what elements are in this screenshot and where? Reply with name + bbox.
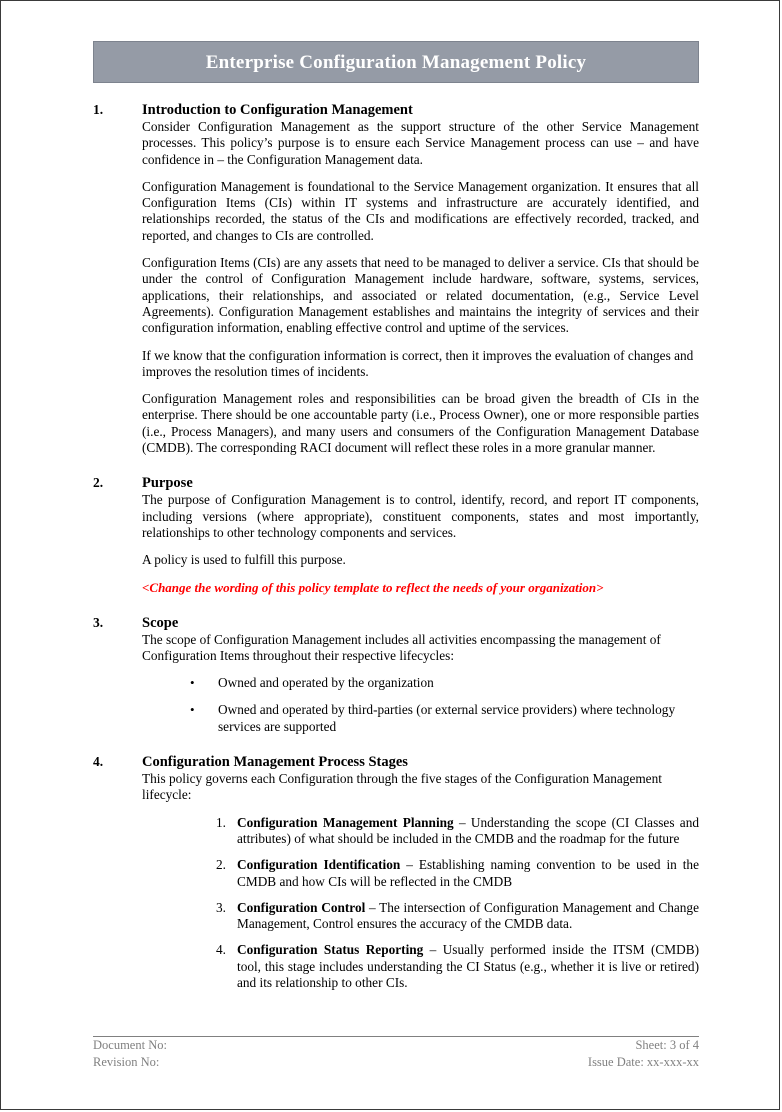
process-stage-list — [142, 815, 699, 992]
section-number: 2. — [93, 475, 104, 491]
section-heading — [93, 102, 699, 119]
document-title-banner — [93, 41, 699, 83]
section-title: Scope — [142, 614, 179, 631]
template-edit-note: <Change the wording of this policy template to reflect the needs of your organization> — [142, 579, 604, 595]
section-number: 4. — [93, 754, 104, 770]
section-number: 3. — [93, 614, 104, 630]
sheet-number: Sheet: 3 of 4 — [635, 1038, 699, 1052]
section-body — [142, 771, 699, 991]
document-no-label: Document No: — [93, 1038, 167, 1052]
scope-bullet-list — [142, 675, 699, 735]
section-number: 1. — [93, 102, 104, 117]
bullet-icon: • — [190, 675, 195, 691]
paragraph: Configuration Items (CIs) are any assets that need to be managed to deliver a service. CIs that should be under the control of Configuration Management include hardware, software, systems, services, applications, their relationships, and associated or related documentation, (e.g., Service Level Agreements). Configuration Management establishes and maintains the integrity of services and their configuration information, enabling effective control and uptime of the services. — [142, 255, 699, 336]
list-item-number: 4. — [216, 942, 226, 958]
list-item-text: Owned and operated by third-parties (or external service providers) where technology services are supported — [218, 702, 676, 734]
list-item — [142, 815, 699, 848]
list-item — [142, 942, 699, 991]
issue-date: Issue Date: xx-xxx-xx — [587, 1055, 699, 1069]
list-item-lead: Configuration Status Reporting — [237, 942, 424, 958]
section-heading — [93, 475, 699, 492]
section-title: Configuration Management Process Stages — [142, 754, 408, 771]
paragraph: Consider Configuration Management as the support structure of the other Service Management processes. This policy’s purpose is to ensure each Service Management process can use – and have confidence in – the Configuration Management data. — [142, 119, 699, 167]
list-item-text: Owned and operated by the organization — [218, 675, 434, 691]
section-scope — [93, 615, 699, 735]
section-introduction — [93, 102, 699, 456]
list-item-lead: Configuration Identification — [237, 857, 401, 873]
list-item — [142, 675, 699, 691]
list-item-text: – Understanding the scope (CI Classes and attributes) of what should be included in the CMDB and the roadmap for the future — [237, 814, 699, 846]
list-item-lead: Configuration Management Planning — [237, 814, 454, 830]
paragraph: The scope of Configuration Management includes all activities encompassing the management of Configuration Items throughout their respective lifecycles: — [142, 631, 661, 663]
paragraph: A policy is used to fulfill this purpose. — [142, 552, 346, 568]
list-item-text: – The intersection of Configuration Management and Change Management, Control ensures the accuracy of the CMDB data. — [237, 899, 699, 932]
section-body — [142, 119, 699, 456]
bullet-icon: • — [190, 702, 195, 718]
section-body — [142, 632, 699, 735]
list-item-number: 2. — [216, 857, 226, 873]
list-item — [142, 900, 699, 933]
list-item-number: 3. — [216, 899, 226, 915]
paragraph: Configuration Management is foundational to the Service Management organization. It ensures that all Configuration Items (CIs) within IT systems and infrastructure are accurately identified, and relationships recorded, the status of the CIs and modifications are effectively recorded, tracked, and reported, and changes to CIs are controlled. — [142, 178, 699, 243]
section-body — [142, 492, 699, 595]
list-item — [142, 857, 699, 890]
list-item-lead: Configuration Control — [237, 899, 366, 915]
list-item-text: – Establishing naming convention to be used in the CMDB and how CIs will be reflected in the CMDB — [237, 857, 699, 889]
paragraph: If we know that the configuration information is correct, then it improves the evaluation of changes and improves the resolution times of incidents. — [142, 347, 694, 379]
footer-row — [93, 1037, 699, 1054]
section-title: Introduction to Configuration Management — [142, 102, 413, 118]
paragraph: This policy governs each Configuration through the five stages of the Configuration Management lifecycle: — [142, 771, 662, 803]
revision-no-label: Revision No: — [93, 1055, 160, 1069]
paragraph: Configuration Management roles and responsibilities can be broad given the breadth of CIs in the enterprise. There should be one accountable party (i.e., Process Owner), one or more responsible parties (i.e., Process Managers), and many users and consumers of the Configuration Management Database (CMDB). The corresponding RACI document will reflect these roles in a more granular manner. — [142, 391, 699, 456]
section-heading — [93, 754, 699, 771]
list-item — [142, 702, 699, 735]
page-footer — [93, 1036, 699, 1071]
section-heading — [93, 615, 699, 632]
document-content — [93, 1, 699, 991]
list-item-text: – Usually performed inside the ITSM (CMDB) tool, this stage includes understanding the CI Status (e.g., whether it is live or retired) and its relationship to other CIs. — [237, 942, 699, 990]
footer-row — [93, 1054, 699, 1071]
section-title: Purpose — [142, 475, 193, 492]
paragraph: The purpose of Configuration Management is to control, identify, record, and report IT components, including versions (where appropriate), constituent components, states and most importantly, relationships to other technology components and services. — [142, 492, 699, 540]
section-purpose — [93, 475, 699, 595]
page-title: Enterprise Configuration Management Policy — [205, 51, 587, 73]
section-process-stages — [93, 754, 699, 991]
list-item-number: 1. — [216, 814, 226, 830]
